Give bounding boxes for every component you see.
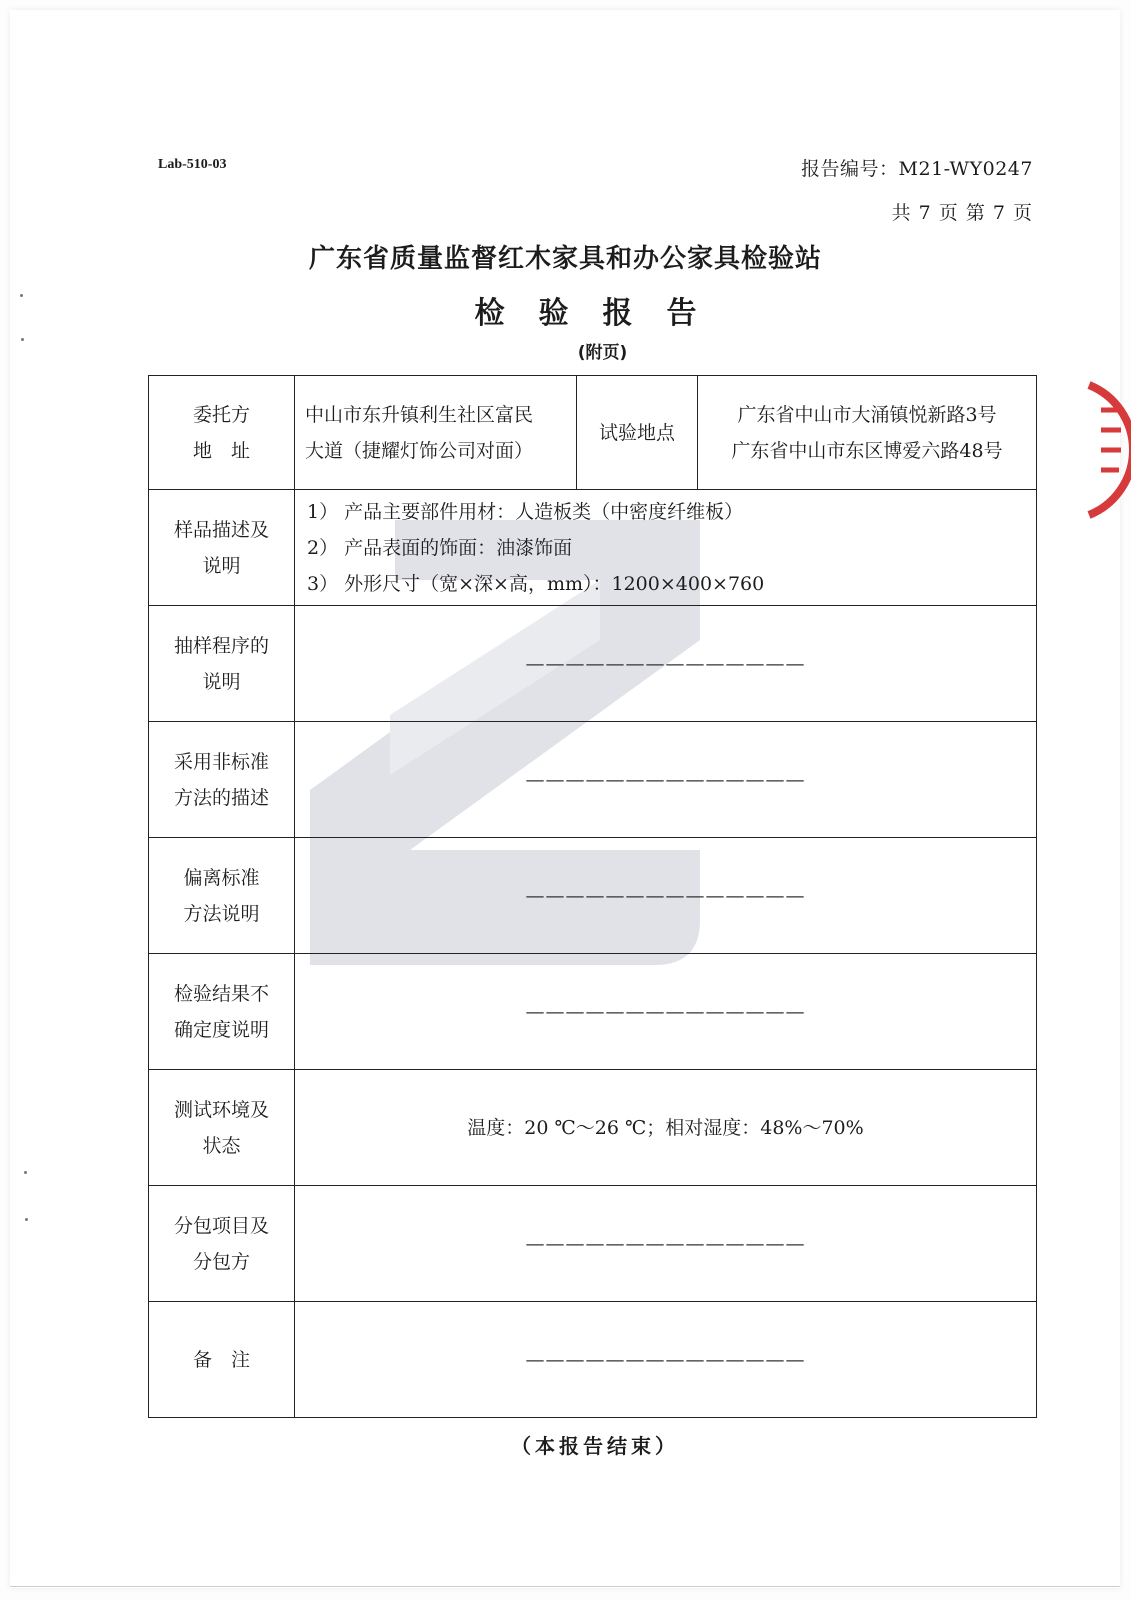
nonstandard-method-value bbox=[295, 722, 1037, 838]
deviation-value bbox=[295, 838, 1037, 954]
value-line: 中山市东升镇利生社区富民 bbox=[305, 403, 534, 426]
label-line: 说明 bbox=[202, 554, 241, 577]
label-line: 检验结果不 bbox=[173, 982, 269, 1005]
table-row-uncertainty bbox=[149, 954, 1037, 1070]
remarks-value bbox=[295, 1302, 1037, 1418]
list-item: 2） 产品表面的饰面：油漆饰面 bbox=[307, 536, 573, 559]
empty-dash: —————————————— bbox=[525, 1000, 806, 1023]
environment-label bbox=[149, 1070, 295, 1186]
report-number: 报告编号：M21-WY0247 bbox=[801, 158, 1033, 180]
label-line: 样品描述及 bbox=[173, 518, 269, 541]
sampling-procedure-label bbox=[149, 606, 295, 722]
value-line: 广东省中山市大涌镇悦新路3号 bbox=[737, 403, 997, 426]
report-end-note: （本报告结束） bbox=[511, 1434, 679, 1458]
scan-dot bbox=[21, 338, 24, 341]
sampling-procedure-value bbox=[295, 606, 1037, 722]
label-line: 方法的描述 bbox=[173, 786, 269, 809]
label-line: 委托方 bbox=[192, 403, 250, 426]
document-title: 检验报告 bbox=[474, 296, 731, 331]
test-location-value bbox=[698, 376, 1037, 490]
table-row-subcontract bbox=[149, 1186, 1037, 1302]
empty-dash: —————————————— bbox=[525, 1232, 806, 1255]
subcontract-label bbox=[149, 1186, 295, 1302]
organization-title: 广东省质量监督红木家具和办公家具检验站 bbox=[308, 244, 822, 274]
client-address-label bbox=[149, 376, 295, 490]
label-line: 分包项目及 bbox=[173, 1214, 269, 1237]
label-line: 测试环境及 bbox=[173, 1098, 269, 1121]
list-item: 3） 外形尺寸（宽×深×高，mm）：1200×400×760 bbox=[307, 572, 765, 595]
page-count: 共 7 页 第 7 页 bbox=[891, 202, 1033, 224]
label-line: 状态 bbox=[202, 1134, 241, 1157]
report-table bbox=[148, 375, 1037, 1418]
value-line: 大道（捷耀灯饰公司对面） bbox=[305, 439, 534, 462]
client-address-value bbox=[295, 376, 577, 490]
subcontract-value bbox=[295, 1186, 1037, 1302]
label-line: 采用非标准 bbox=[173, 750, 269, 773]
uncertainty-value bbox=[295, 954, 1037, 1070]
label-line: 地 址 bbox=[192, 439, 250, 462]
table-row-sample bbox=[149, 490, 1037, 606]
form-code: Lab-510-03 bbox=[158, 157, 227, 172]
appendix-label: (附页) bbox=[577, 343, 628, 363]
scan-dot bbox=[25, 1218, 28, 1221]
empty-dash: —————————————— bbox=[525, 652, 806, 675]
remarks-label: 备 注 bbox=[149, 1302, 295, 1418]
label-line: 抽样程序的 bbox=[173, 634, 269, 657]
empty-dash: —————————————— bbox=[525, 1348, 806, 1371]
label-line: 分包方 bbox=[192, 1250, 250, 1273]
nonstandard-method-label bbox=[149, 722, 295, 838]
label-line: 确定度说明 bbox=[173, 1018, 269, 1041]
label-line: 方法说明 bbox=[183, 902, 260, 925]
environment-value: 温度：20 ℃～26 ℃；相对湿度：48%～70% bbox=[295, 1070, 1037, 1186]
table-row-remarks bbox=[149, 1302, 1037, 1418]
sample-description-label bbox=[149, 490, 295, 606]
empty-dash: —————————————— bbox=[525, 884, 806, 907]
table-row-nonstandard bbox=[149, 722, 1037, 838]
label-line: 说明 bbox=[202, 670, 241, 693]
value-line: 广东省中山市东区博爱六路48号 bbox=[731, 439, 1003, 462]
table-row-sampling bbox=[149, 606, 1037, 722]
page-bottom-edge bbox=[10, 1586, 1120, 1587]
table-row-environment bbox=[149, 1070, 1037, 1186]
scan-dot bbox=[20, 294, 23, 297]
sample-description-value bbox=[295, 490, 1037, 606]
list-item: 1） 产品主要部件用材：人造板类（中密度纤维板） bbox=[307, 500, 744, 523]
deviation-label bbox=[149, 838, 295, 954]
red-seal-icon bbox=[1079, 380, 1131, 520]
empty-dash: —————————————— bbox=[525, 768, 806, 791]
table-row-deviation bbox=[149, 838, 1037, 954]
uncertainty-label bbox=[149, 954, 295, 1070]
scan-dot bbox=[24, 1171, 27, 1174]
label-line: 偏离标准 bbox=[183, 866, 260, 889]
table-row-client bbox=[149, 376, 1037, 490]
test-location-label: 试验地点 bbox=[577, 376, 698, 490]
